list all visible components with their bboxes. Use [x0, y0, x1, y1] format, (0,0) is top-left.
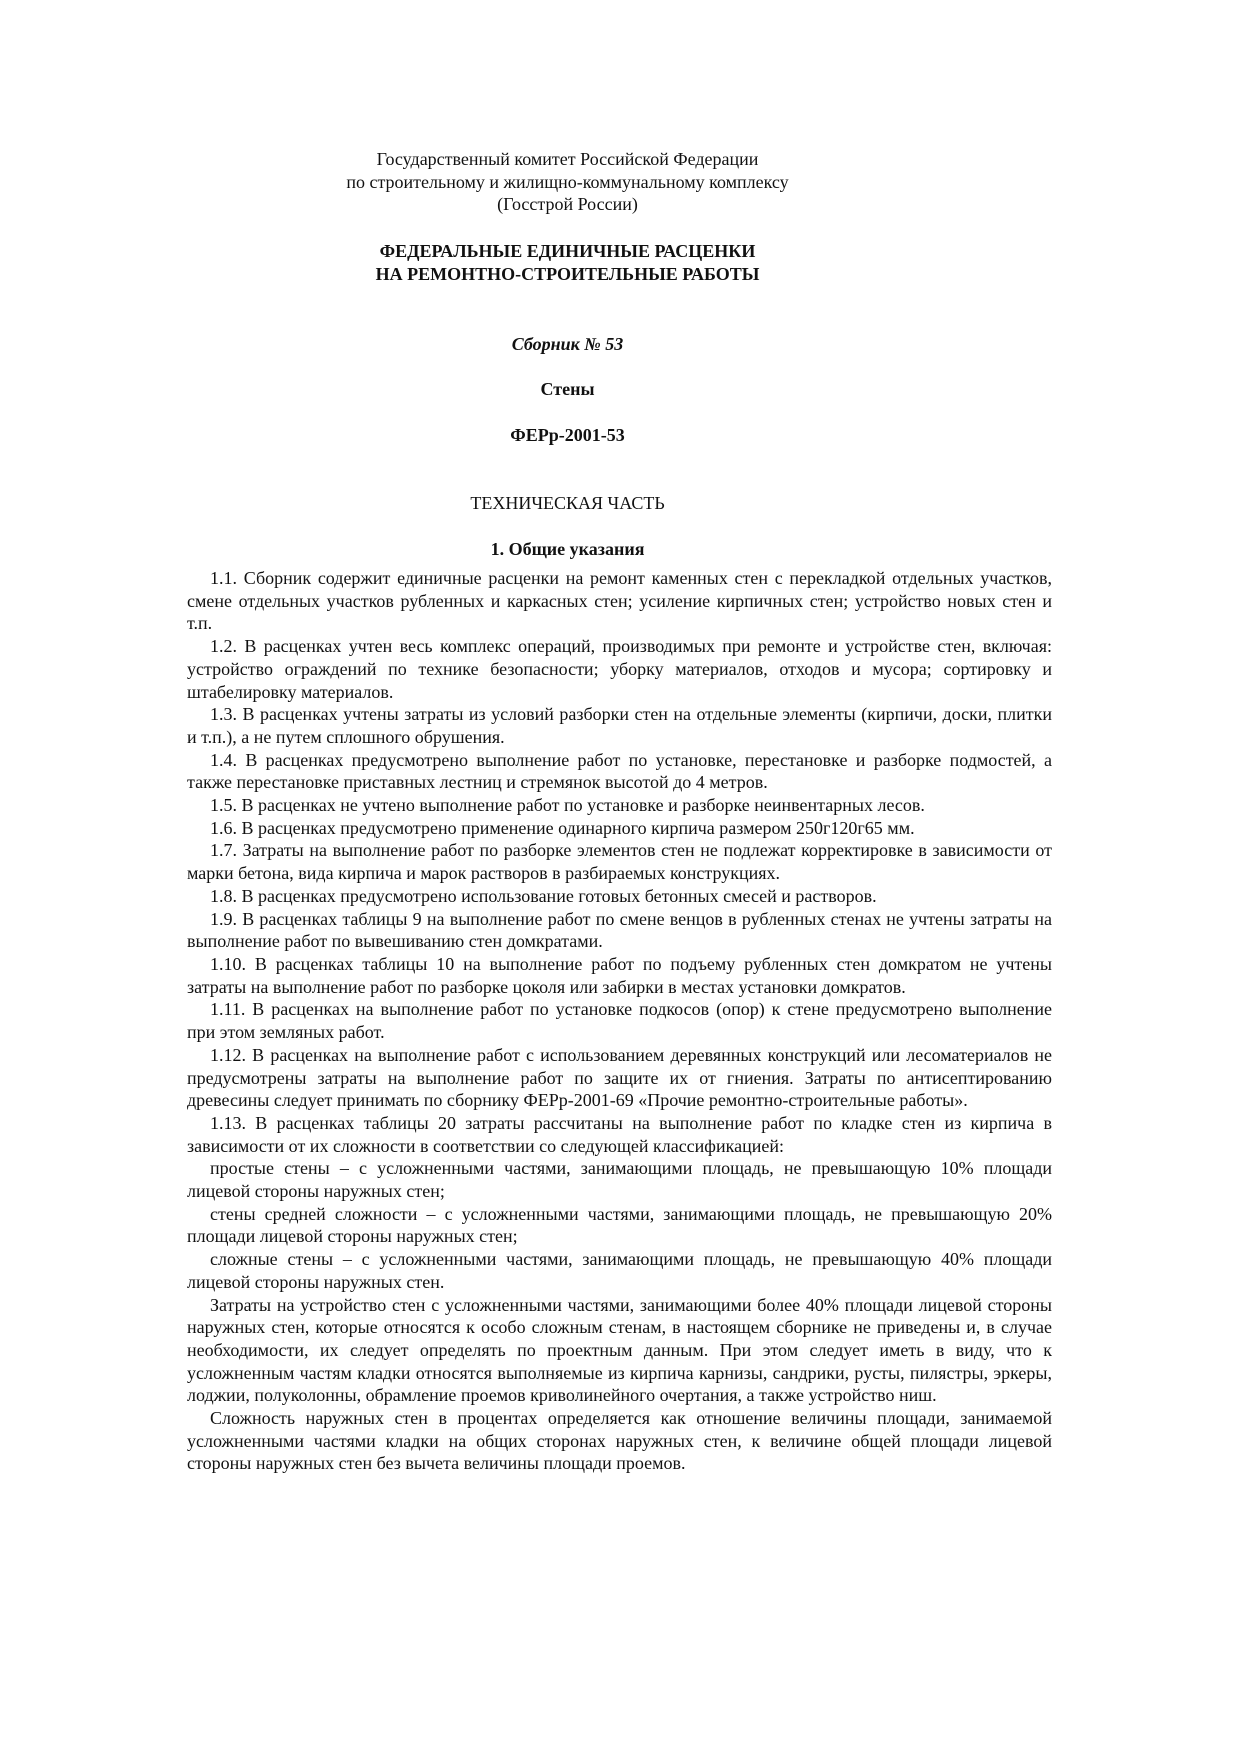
paragraph: 1.8. В расценках предусмотрено использование готовых бетонных смесей и растворов.	[210, 885, 877, 906]
section-body	[187, 567, 1052, 1475]
paragraph: 1.9. В расценках таблицы 9 на выполнение работ по смене венцов в рубленных стенах не учтены затраты на выполнение работ по вывешиванию стен домкратами.	[187, 908, 1052, 952]
paragraph: 1.10. В расценках таблицы 10 на выполнение работ по подъему рубленных стен домкратом не учтены затраты на выполнение работ по разборке цоколя или забирки в местах установки домкратов.	[187, 953, 1052, 997]
paragraph: 1.12. В расценках на выполнение работ с использованием деревянных конструкций или лесоматериалов не предусмотрены затраты на выполнение работ по защите их от гниения. Затраты по антисептированию древесины следует принимать по сборнику ФЕРр-2001-69 «Прочие ремонтно-строительные работы».	[187, 1044, 1052, 1111]
paragraph: Затраты на устройство стен с усложненными частями, занимающими более 40% площади лицевой стороны наружных стен, которые относятся к особо сложным стенам, в настоящем сборнике не приведены и, в случае необходимости, их следует определять по проектным данным. При этом следует иметь в виду, что к усложненным частям кладки относятся выполняемые из кирпича карнизы, сандрики, русты, пилястры, эркеры, лоджии, полуколонны, обрамление проемов криволинейного очертания, а также устройство ниш.	[187, 1294, 1052, 1406]
paragraph: сложные стены – с усложненными частями, занимающими площадь, не превышающую 40% площади лицевой стороны наружных стен.	[187, 1249, 1052, 1292]
paragraph: 1.4. В расценках предусмотрено выполнение работ по установке, перестановке и разборке подмостей, а также перестановке приставных лестниц и стремянок высотой до 4 метров.	[187, 749, 1052, 793]
paragraph: 1.7. Затраты на выполнение работ по разборке элементов стен не подлежат корректировке в зависимости от марки бетона, вида кирпича и марок растворов в разбираемых конструкциях.	[187, 840, 1052, 884]
paragraph: 1.5. В расценках не учтено выполнение работ по установке и разборке неинвентарных лесов.	[210, 795, 925, 816]
document-code: ФЕРр-2001-53	[510, 424, 625, 445]
paragraph: простые стены – с усложненными частями, занимающими площадь, не превышающую 10% площади лицевой стороны наружных стен;	[187, 1158, 1052, 1202]
paragraph: 1.11. В расценках на выполнение работ по установке подкосов (опор) к стене предусмотрено выполнение при этом земляных работ.	[187, 999, 1052, 1043]
paragraph: 1.3. В расценках учтены затраты из условий разборки стен на отдельные элементы (кирпичи, доски, плитки и т.п.), а не путем сплошного обрушения.	[187, 704, 1052, 747]
paragraph: 1.1. Сборник содержит единичные расценки на ремонт каменных стен с перекладкой отдельных участков, смене отдельных участков рубленных и каркасных стен; усиление кирпичных стен; устройство новых стен и т.п.	[187, 568, 1052, 634]
org-line: Государственный комитет Российской Федерации	[376, 149, 759, 169]
title-line: НА РЕМОНТНО-СТРОИТЕЛЬНЫЕ РАБОТЫ	[375, 263, 760, 284]
title-line: ФЕДЕРАЛЬНЫЕ ЕДИНИЧНЫЕ РАСЦЕНКИ	[379, 241, 756, 262]
org-line: (Госстрой России)	[497, 194, 638, 215]
part-title: ТЕХНИЧЕСКАЯ ЧАСТЬ	[470, 492, 665, 513]
section-heading: 1. Общие указания	[490, 539, 645, 560]
organization-header	[187, 148, 1052, 216]
collection-number: Сборник № 53	[511, 333, 624, 354]
paragraph: 1.13. В расценках таблицы 20 затраты рассчитаны на выполнение работ по кладке стен из кирпича в зависимости от их сложности в соответствии со следующей классификацией:	[187, 1112, 1052, 1156]
paragraph: 1.6. В расценках предусмотрено применение одинарного кирпича размером 250г120г65 мм.	[210, 817, 915, 838]
org-line: по строительному и жилищно-коммунальному комплексу	[346, 171, 789, 192]
document-title	[187, 240, 1052, 285]
document-page	[187, 148, 1052, 1475]
paragraph: Сложность наружных стен в процентах определяется как отношение величины площади, занимаемой усложненными частями кладки на общих сторонах наружных стен, к величине общей площади лицевой стороны наружных стен без вычета величины площади проемов.	[187, 1408, 1052, 1474]
paragraph: 1.2. В расценках учтен весь комплекс операций, производимых при ремонте и устройстве стен, включая: устройство ограждений по технике безопасности; уборку материалов, отходов и мусора; сортировку и штабелировку материалов.	[187, 636, 1052, 702]
collection-subject: Стены	[540, 379, 595, 400]
paragraph: стены средней сложности – с усложненными частями, занимающими площадь, не превышающую 20% площади лицевой стороны наружных стен;	[187, 1203, 1052, 1247]
